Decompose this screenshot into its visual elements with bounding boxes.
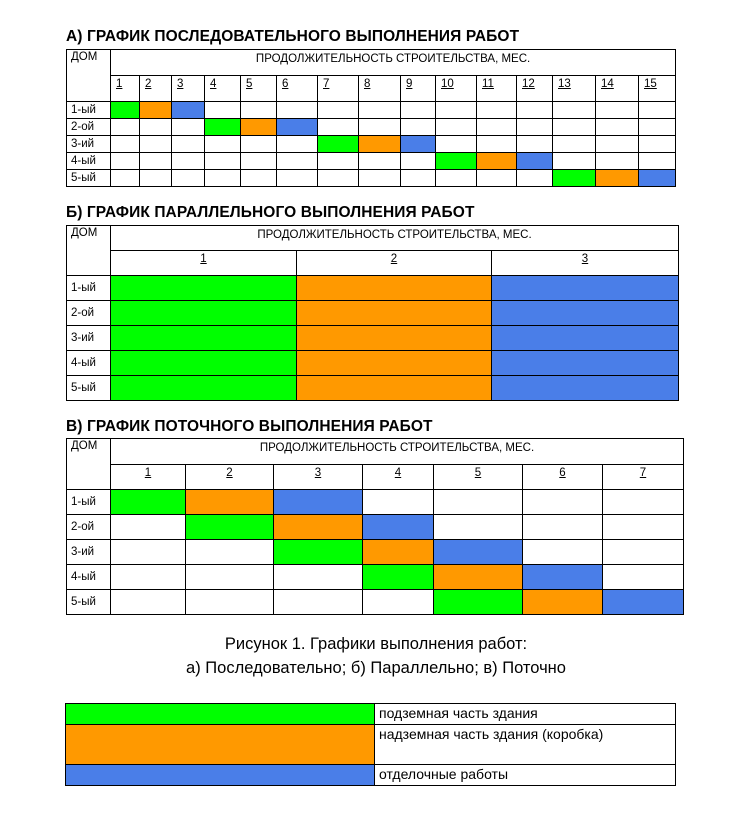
- schedule-cell-empty: [401, 119, 436, 136]
- schedule-cell-empty: [553, 136, 596, 153]
- schedule-cell-orange: [359, 136, 401, 153]
- legend-label-finishing: отделочные работы: [375, 765, 676, 786]
- schedule-cell-empty: [172, 153, 205, 170]
- schedule-cell-empty: [111, 153, 140, 170]
- schedule-cell-empty: [363, 490, 434, 515]
- schedule-cell-empty: [359, 170, 401, 187]
- house-row: [67, 136, 676, 153]
- legend-swatch-finishing: [66, 765, 375, 786]
- schedule-cell-empty: [639, 119, 676, 136]
- schedule-cell-empty: [205, 102, 241, 119]
- schedule-cell-green: [111, 102, 140, 119]
- schedule-cell-blue: [492, 376, 679, 401]
- schedule-cell-empty: [477, 102, 517, 119]
- month-header: 11: [477, 76, 517, 102]
- month-header: 7: [318, 76, 359, 102]
- house-row: [67, 515, 684, 540]
- house-row: [67, 119, 676, 136]
- schedule-cell-empty: [318, 119, 359, 136]
- schedule-cell-empty: [639, 136, 676, 153]
- schedule-cell-empty: [603, 540, 684, 565]
- schedule-cell-empty: [111, 136, 140, 153]
- schedule-cell-empty: [241, 136, 277, 153]
- schedule-cell-empty: [517, 170, 553, 187]
- legend-row: [66, 725, 676, 765]
- schedule-cell-empty: [111, 515, 186, 540]
- month-header: 13: [553, 76, 596, 102]
- legend-swatch-underground: [66, 704, 375, 725]
- schedule-cell-blue: [434, 540, 523, 565]
- schedule-cell-green: [111, 376, 297, 401]
- month-header: 1: [111, 465, 186, 490]
- house-row: [67, 102, 676, 119]
- house-label: 2-ой: [67, 515, 111, 540]
- schedule-cell-empty: [241, 170, 277, 187]
- schedule-cell-empty: [140, 136, 172, 153]
- schedule-cell-empty: [277, 170, 318, 187]
- schedule-cell-blue: [363, 515, 434, 540]
- month-header: 2: [297, 251, 492, 276]
- schedule-cell-orange: [186, 490, 274, 515]
- schedule-cell-green: [111, 351, 297, 376]
- duration-label: ПРОДОЛЖИТЕЛЬНОСТЬ СТРОИТЕЛЬСТВА, МЕС.: [111, 226, 679, 251]
- schedule-table-sequential: [66, 49, 676, 187]
- schedule-cell-empty: [140, 170, 172, 187]
- month-header: 1: [111, 76, 140, 102]
- title-sequential: А) ГРАФИК ПОСЛЕДОВАТЕЛЬНОГО ВЫПОЛНЕНИЯ РАБОТ: [66, 28, 520, 45]
- schedule-cell-blue: [517, 153, 553, 170]
- duration-label: ПРОДОЛЖИТЕЛЬНОСТЬ СТРОИТЕЛЬСТВА, МЕС.: [111, 50, 676, 76]
- schedule-cell-orange: [363, 540, 434, 565]
- house-row: [67, 170, 676, 187]
- schedule-cell-empty: [111, 119, 140, 136]
- schedule-cell-empty: [436, 102, 477, 119]
- schedule-table-parallel: [66, 225, 679, 401]
- schedule-cell-green: [318, 136, 359, 153]
- schedule-cell-orange: [523, 590, 603, 615]
- schedule-cell-empty: [363, 590, 434, 615]
- schedule-cell-empty: [111, 540, 186, 565]
- schedule-cell-orange: [274, 515, 363, 540]
- schedule-cell-empty: [111, 590, 186, 615]
- schedule-cell-orange: [434, 565, 523, 590]
- month-header: 15: [639, 76, 676, 102]
- schedule-cell-empty: [241, 153, 277, 170]
- schedule-cell-empty: [401, 153, 436, 170]
- schedule-cell-empty: [318, 102, 359, 119]
- house-row: [67, 326, 679, 351]
- house-label: 4-ый: [67, 565, 111, 590]
- legend-row: [66, 765, 676, 786]
- schedule-cell-orange: [297, 301, 492, 326]
- legend-label-aboveground: надземная часть здания (коробка): [375, 725, 676, 765]
- house-label: 5-ый: [67, 590, 111, 615]
- house-label: 2-ой: [67, 301, 111, 326]
- schedule-cell-empty: [436, 136, 477, 153]
- schedule-cell-blue: [603, 590, 684, 615]
- schedule-cell-orange: [596, 170, 639, 187]
- schedule-cell-empty: [359, 119, 401, 136]
- house-label: 1-ый: [67, 490, 111, 515]
- house-label: 4-ый: [67, 351, 111, 376]
- schedule-cell-empty: [186, 540, 274, 565]
- schedule-cell-empty: [140, 119, 172, 136]
- schedule-cell-empty: [639, 153, 676, 170]
- schedule-cell-empty: [436, 170, 477, 187]
- legend-label-underground: подземная часть здания: [375, 704, 676, 725]
- schedule-cell-empty: [477, 136, 517, 153]
- schedule-cell-empty: [517, 136, 553, 153]
- schedule-cell-empty: [596, 136, 639, 153]
- month-header: 5: [434, 465, 523, 490]
- schedule-cell-empty: [172, 119, 205, 136]
- schedule-cell-blue: [274, 490, 363, 515]
- schedule-cell-empty: [140, 153, 172, 170]
- schedule-cell-empty: [205, 170, 241, 187]
- month-header: 12: [517, 76, 553, 102]
- schedule-cell-green: [205, 119, 241, 136]
- schedule-cell-empty: [523, 490, 603, 515]
- month-header: 6: [523, 465, 603, 490]
- schedule-cell-orange: [297, 376, 492, 401]
- house-label: 3-ий: [67, 326, 111, 351]
- month-header: 4: [363, 465, 434, 490]
- house-label: 1-ый: [67, 276, 111, 301]
- schedule-cell-empty: [241, 102, 277, 119]
- house-label: 3-ий: [67, 136, 111, 153]
- schedule-cell-empty: [553, 102, 596, 119]
- schedule-cell-empty: [477, 119, 517, 136]
- schedule-cell-empty: [274, 590, 363, 615]
- schedule-cell-green: [186, 515, 274, 540]
- month-header: 10: [436, 76, 477, 102]
- schedule-cell-empty: [318, 170, 359, 187]
- schedule-cell-empty: [517, 102, 553, 119]
- schedule-cell-green: [111, 326, 297, 351]
- schedule-cell-empty: [359, 102, 401, 119]
- schedule-cell-blue: [492, 301, 679, 326]
- schedule-cell-green: [111, 301, 297, 326]
- schedule-cell-empty: [186, 565, 274, 590]
- month-header: 8: [359, 76, 401, 102]
- schedule-cell-empty: [359, 153, 401, 170]
- house-label: 4-ый: [67, 153, 111, 170]
- month-header: 14: [596, 76, 639, 102]
- title-flow: В) ГРАФИК ПОТОЧНОГО ВЫПОЛНЕНИЯ РАБОТ: [66, 418, 433, 435]
- house-label: 5-ый: [67, 376, 111, 401]
- month-header: 2: [186, 465, 274, 490]
- schedule-cell-empty: [111, 170, 140, 187]
- house-label: 3-ий: [67, 540, 111, 565]
- schedule-cell-green: [436, 153, 477, 170]
- month-header: 9: [401, 76, 436, 102]
- house-row: [67, 376, 679, 401]
- schedule-cell-empty: [436, 119, 477, 136]
- schedule-cell-empty: [434, 515, 523, 540]
- schedule-cell-orange: [297, 351, 492, 376]
- corner-label: ДОМ: [67, 439, 111, 490]
- house-label: 2-ой: [67, 119, 111, 136]
- house-row: [67, 153, 676, 170]
- schedule-cell-green: [274, 540, 363, 565]
- schedule-cell-blue: [639, 170, 676, 187]
- legend-swatch-aboveground: [66, 725, 375, 765]
- month-header: 3: [274, 465, 363, 490]
- schedule-cell-empty: [172, 170, 205, 187]
- house-row: [67, 351, 679, 376]
- schedule-cell-empty: [401, 102, 436, 119]
- house-row: [67, 565, 684, 590]
- schedule-cell-empty: [603, 565, 684, 590]
- legend-table: [65, 703, 676, 786]
- schedule-cell-empty: [186, 590, 274, 615]
- schedule-cell-orange: [140, 102, 172, 119]
- month-header: 3: [492, 251, 679, 276]
- schedule-cell-orange: [297, 276, 492, 301]
- schedule-cell-green: [111, 276, 297, 301]
- schedule-cell-empty: [277, 153, 318, 170]
- schedule-cell-empty: [603, 490, 684, 515]
- schedule-cell-blue: [172, 102, 205, 119]
- schedule-table-flow: [66, 438, 684, 615]
- schedule-cell-empty: [477, 170, 517, 187]
- schedule-cell-empty: [596, 102, 639, 119]
- corner-label: ДОМ: [67, 226, 111, 276]
- schedule-cell-orange: [477, 153, 517, 170]
- schedule-cell-green: [434, 590, 523, 615]
- month-header: 2: [140, 76, 172, 102]
- schedule-cell-green: [111, 490, 186, 515]
- title-parallel: Б) ГРАФИК ПАРАЛЛЕЛЬНОГО ВЫПОЛНЕНИЯ РАБОТ: [66, 204, 475, 221]
- schedule-cell-empty: [603, 515, 684, 540]
- month-header: 6: [277, 76, 318, 102]
- schedule-cell-empty: [318, 153, 359, 170]
- schedule-cell-blue: [492, 351, 679, 376]
- schedule-cell-blue: [492, 276, 679, 301]
- house-row: [67, 490, 684, 515]
- schedule-cell-empty: [274, 565, 363, 590]
- schedule-cell-orange: [297, 326, 492, 351]
- house-row: [67, 276, 679, 301]
- duration-label: ПРОДОЛЖИТЕЛЬНОСТЬ СТРОИТЕЛЬСТВА, МЕС.: [111, 439, 684, 465]
- schedule-cell-empty: [205, 153, 241, 170]
- schedule-cell-blue: [523, 565, 603, 590]
- schedule-cell-blue: [492, 326, 679, 351]
- house-row: [67, 540, 684, 565]
- schedule-cell-blue: [277, 119, 318, 136]
- schedule-cell-empty: [553, 119, 596, 136]
- schedule-cell-empty: [596, 153, 639, 170]
- house-row: [67, 590, 684, 615]
- schedule-cell-orange: [241, 119, 277, 136]
- house-label: 5-ый: [67, 170, 111, 187]
- schedule-cell-empty: [553, 153, 596, 170]
- legend-row: [66, 704, 676, 725]
- schedule-cell-empty: [639, 102, 676, 119]
- house-row: [67, 301, 679, 326]
- schedule-cell-empty: [172, 136, 205, 153]
- figure-caption-line1: Рисунок 1. Графики выполнения работ:: [224, 635, 528, 653]
- schedule-cell-empty: [401, 170, 436, 187]
- figure-caption-line2: а) Последовательно; б) Параллельно; в) Поточно: [186, 659, 566, 677]
- month-header: 1: [111, 251, 297, 276]
- month-header: 4: [205, 76, 241, 102]
- schedule-cell-green: [553, 170, 596, 187]
- schedule-cell-empty: [277, 102, 318, 119]
- schedule-cell-empty: [434, 490, 523, 515]
- month-header: 5: [241, 76, 277, 102]
- schedule-cell-empty: [277, 136, 318, 153]
- month-header: 7: [603, 465, 684, 490]
- month-header: 3: [172, 76, 205, 102]
- schedule-cell-green: [363, 565, 434, 590]
- schedule-cell-empty: [517, 119, 553, 136]
- schedule-cell-empty: [205, 136, 241, 153]
- schedule-cell-blue: [401, 136, 436, 153]
- house-label: 1-ый: [67, 102, 111, 119]
- schedule-cell-empty: [111, 565, 186, 590]
- schedule-cell-empty: [523, 540, 603, 565]
- schedule-cell-empty: [523, 515, 603, 540]
- schedule-cell-empty: [596, 119, 639, 136]
- corner-label: ДОМ: [67, 50, 111, 102]
